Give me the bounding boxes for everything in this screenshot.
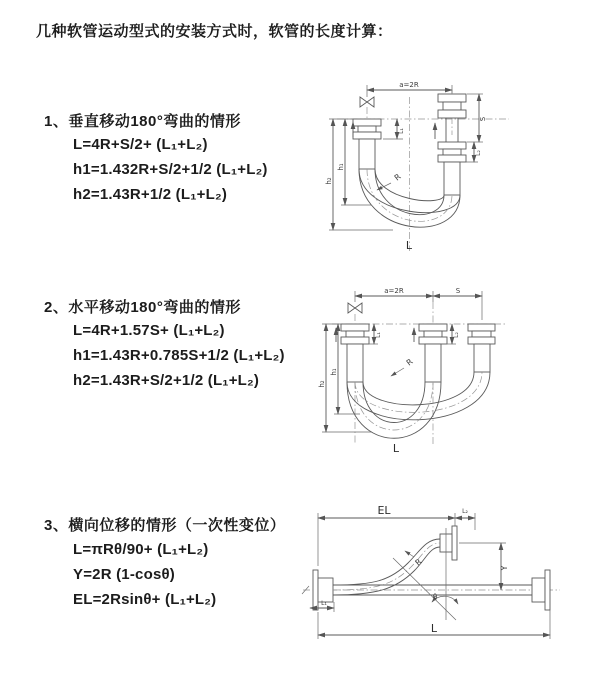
dim-label-y: Y — [500, 565, 509, 571]
dim-label-l2: L₂ — [462, 508, 468, 515]
formula: h1=1.43R+0.785S+1/2 (L₁+L₂) — [73, 347, 285, 364]
dimension-l2 — [455, 508, 475, 530]
dim-label-h2: h₂ — [318, 380, 326, 388]
valve-icon — [348, 303, 362, 313]
formula: h1=1.432R+S/2+1/2 (L₁+L₂) — [73, 161, 268, 178]
formula: h2=1.43R+1/2 (L₁+L₂) — [73, 186, 228, 203]
dim-label-a2r: a=2R — [384, 287, 404, 295]
section-2-heading: 2、水平移动180°弯曲的情形 — [44, 299, 241, 316]
radius-callout — [405, 551, 424, 568]
dim-label-r: R — [413, 557, 424, 568]
dim-label-s: S — [479, 116, 487, 122]
dim-label-a2r: a=2R — [399, 81, 419, 89]
right-hose-fitting — [468, 324, 495, 372]
formula: h2=1.43R+S/2+1/2 (L₁+L₂) — [73, 372, 260, 389]
diagram-vertical-180-bend — [313, 75, 585, 257]
top-flange-displaced — [440, 526, 457, 560]
dim-label-el: EL — [377, 504, 391, 517]
radius-callout — [377, 172, 403, 190]
dim-label-r: R — [392, 172, 403, 183]
diagram-horizontal-180-bend — [312, 284, 577, 456]
dim-label-h2: h₂ — [325, 177, 333, 185]
hose-u-bends — [347, 372, 490, 438]
dimension-l1 — [383, 119, 405, 139]
dim-label-l1: L₁ — [321, 600, 327, 607]
section-1-heading: 1、垂直移动180°弯曲的情形 — [44, 113, 241, 130]
formula: L=4R+S/2+ (L₁+L₂) — [73, 136, 208, 153]
dim-label-l-total: L — [430, 622, 438, 635]
right-hose-fitting — [438, 94, 466, 195]
dim-label-s: S — [455, 287, 461, 295]
dimension-y — [459, 543, 509, 590]
dim-label-l-total: L — [392, 442, 400, 455]
dim-label-l1: L₁ — [375, 332, 382, 338]
radius-callout — [391, 357, 415, 376]
dim-label-l2: L₂ — [475, 150, 482, 156]
dimension-l — [318, 610, 550, 639]
diagram-lateral-displacement — [298, 500, 598, 648]
dim-label-l1: L₁ — [398, 128, 405, 134]
dimension-a2r — [355, 287, 482, 320]
dimension-el — [318, 504, 455, 566]
formula: L=πRθ/90+ (L₁+L₂) — [73, 541, 209, 558]
dimension-s — [467, 94, 487, 142]
center-lines — [302, 586, 560, 594]
dim-label-h1: h₁ — [337, 163, 345, 171]
left-hose-fitting — [341, 324, 369, 382]
section-3-heading: 3、横向位移的情形（一次性变位） — [44, 517, 286, 534]
dim-label-r: R — [404, 357, 415, 368]
formula: EL=2Rsinθ+ (L₁+L₂) — [73, 591, 217, 608]
dim-label-l-total: L — [405, 239, 413, 252]
valve-icon — [360, 97, 374, 107]
formula: Y=2R (1-cosθ) — [73, 566, 175, 583]
page-title: 几种软管运动型式的安装方式时，软管的长度计算： — [36, 23, 393, 40]
formula: L=4R+1.57S+ (L₁+L₂) — [73, 322, 225, 339]
hose-s-curve — [333, 539, 440, 595]
dim-label-l2: L₂ — [453, 332, 460, 338]
middle-hose-fitting — [419, 324, 447, 382]
dim-label-h1: h₁ — [330, 368, 338, 376]
right-flange-original — [532, 570, 550, 610]
dim-label-theta: θ — [432, 593, 438, 601]
left-hose-fitting — [353, 119, 381, 169]
